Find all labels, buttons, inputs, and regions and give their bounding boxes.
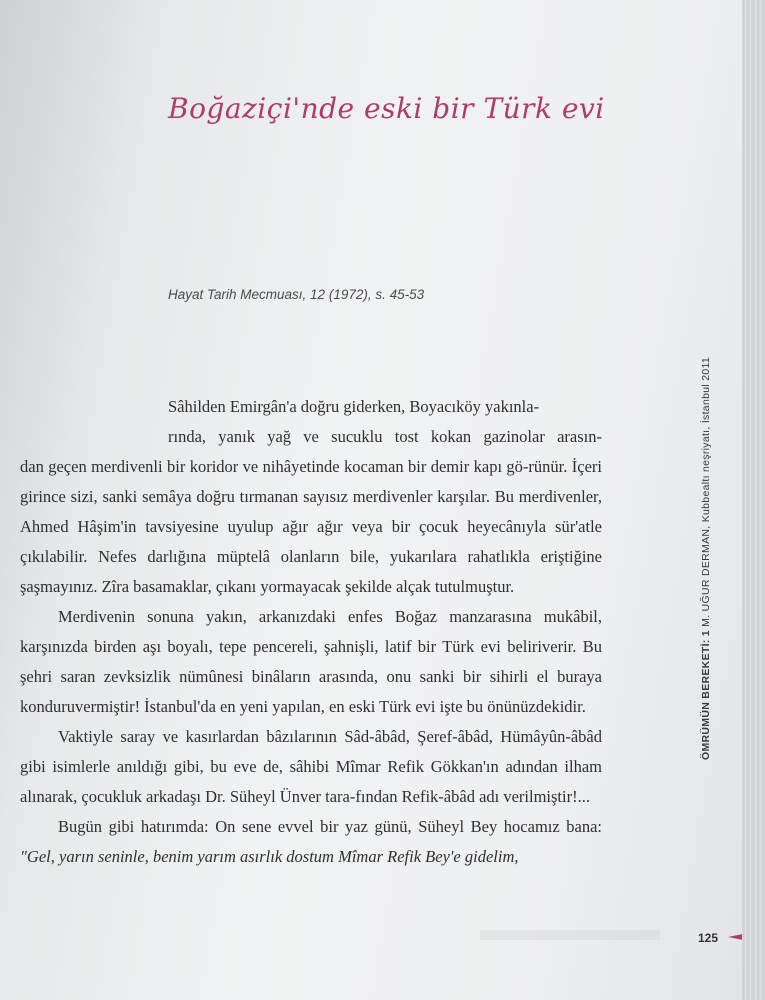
paragraph-1 <box>20 392 602 602</box>
paragraph-4 <box>20 812 602 872</box>
paragraph-4-quote: "Gel, yarın seninle, benim yarım asırlık dostum Mîmar Refik Bey'e gidelim, <box>20 847 519 866</box>
source-citation: Hayat Tarih Mecmuası, 12 (1972), s. 45-53 <box>168 287 425 302</box>
paragraph-4-text: Bugün gibi hatırımda: On sene evvel bir yaz günü, Süheyl Bey hocamız bana: <box>58 817 602 836</box>
series-title: ÖMRÜMÜN BEREKETİ: 1 <box>700 630 712 760</box>
chapter-title: Boğaziçi'nde eski bir Türk evi <box>168 92 605 125</box>
running-header <box>700 357 712 760</box>
show-through-text <box>480 930 660 940</box>
paragraph-1-second-line: rında, yanık yağ ve sucuklu tost kokan gazinolar arasın- <box>168 427 602 446</box>
book-info: M. UĞUR DERMAN, Kubbealtı neşriyatı, İstanbul 2011 <box>700 357 712 631</box>
page-edges <box>742 0 765 1000</box>
paragraph-1-rest: dan geçen merdivenli bir koridor ve nihâyetinde kocaman bir demir kapı gö-rünür. İçeri girince sizi, sanki semâya doğru tırmanan sayısız merdivenler karşılar. Bu merdivenler, Ahmed Hâşim'in tavsiyesine uyulup ağır ağır veya bir çocuk heyecânıyla sür'atle çıkılabilir. Nefes darlığına müptelâ olanların bile, yukarılara rahatlıkla eriştiğine şaşmayınız. Zîra basamaklar, çıkanı yormayacak şekilde alçak tutulmuştur. <box>20 457 602 596</box>
paragraph-1-first-line: Sâhilden Emirgân'a doğru giderken, Boyacıköy yakınla- <box>168 397 540 416</box>
paragraph-2: Merdivenin sonuna yakın, arkanızdaki enfes Boğaz manzarasına mukâbil, karşınızda birden aşı boyalı, tepe pencereli, şahnişli, latif bir Türk evi beliriverir. Bu şehri saran zevksizlik nümûnesi binâların arasında, onu sanki bir sihirli el buraya konduruvermiştir! İstanbul'da en yeni yapılan, en eski Türk evi işte bu önünüzdekidir. <box>20 607 602 716</box>
paragraph-3: Vaktiyle saray ve kasırlardan bâzılarının Sâd-âbâd, Şeref-âbâd, Hümâyûn-âbâd gibi isimlerle anıldığı gibi, bu eve de, sâhibi Mîmar Refik Gökkan'ın adından ilham alınarak, çocukluk arkadaşı Dr. Süheyl Ünver tara-fından Refik-âbâd adı verilmiştir!... <box>20 727 602 806</box>
page-number: 125 <box>698 931 719 945</box>
body-text <box>20 392 602 872</box>
